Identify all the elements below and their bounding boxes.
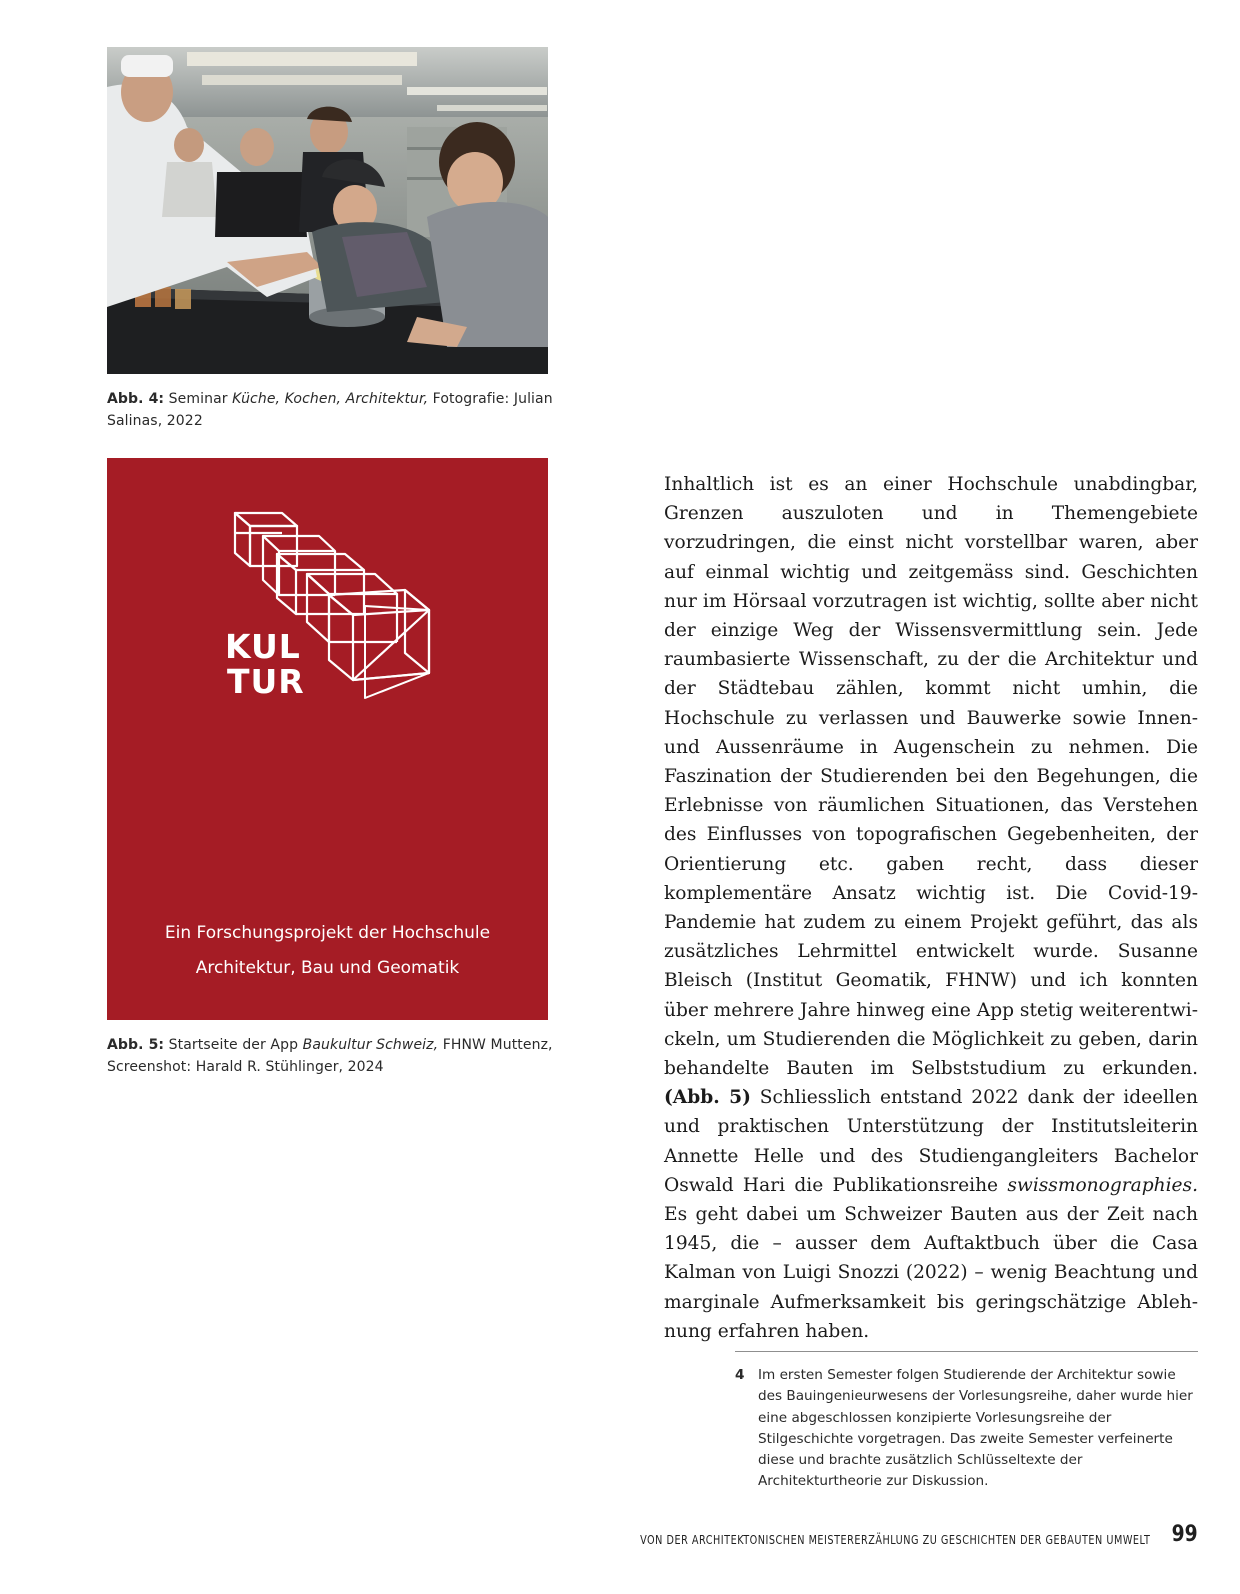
figure-5-caption bbox=[107, 1034, 557, 1078]
page-number: 99 bbox=[1171, 1522, 1198, 1547]
figure-5-app-screenshot bbox=[107, 458, 548, 1020]
figure-4-caption-label: Abb. 4: bbox=[107, 391, 165, 407]
running-head: VON DER ARCHITEKTONISCHEN MEISTERERZÄHLUNG ZU GESCHICHTEN DER GEBAUTEN UMWELT bbox=[639, 1532, 1150, 1547]
footnote-text: Im ersten Semester folgen Studierende der Architektur sowie des Bauingenieurwesens der Vorlesungsreihe, daher wurde hier eine abgeschlossen konzipierte Vorlesungsreihe der Stilgeschichte vorgetragen. Das zweite Semester verfeinerte diese und brachte zusätzlich Schlüsseltexte der Architekturtheorie zur Diskussion. bbox=[758, 1367, 1193, 1490]
app-subtitle-line-1: Ein Forschungsprojekt der Hochschule bbox=[164, 923, 491, 943]
footnote bbox=[735, 1365, 1198, 1493]
figure-4-photo bbox=[107, 47, 548, 374]
figure-4-caption-title: Küche, Kochen, Architektur, bbox=[232, 391, 429, 407]
body-paragraph bbox=[664, 470, 1198, 1346]
app-subtitle-line-2: Architektur, Bau und Geomatik bbox=[195, 958, 460, 978]
app-word-tur: TUR bbox=[227, 662, 305, 701]
series-title: swissmonographies. bbox=[1007, 1174, 1198, 1196]
body-text-part-2: Schliesslich entstand 2022 dank der ideellen und praktischen Unterstützung der Institutsleiterin Annette Helle und des Studiengangleiters Bachelor Oswald Hari die Publikationsreihe bbox=[664, 1087, 1198, 1196]
figure-5-caption-post: FHNW Muttenz, Screenshot: Harald R. Stühlinger, 2024 bbox=[107, 1037, 553, 1075]
cooking-seminar-photo bbox=[107, 47, 548, 374]
footnote-divider bbox=[735, 1351, 1198, 1352]
body-text-part-3: Es geht dabei um Schweizer Bauten aus der Zeit nach 1945, die – ausser dem Auftaktbuch über die Casa Kalman von Luigi Snozzi (2022) – wenig Beachtung und marginale Aufmerksamkeit bis geringschätzige Ablehnung erfahren haben. bbox=[664, 1204, 1198, 1342]
figure-5-caption-title: Baukultur Schweiz, bbox=[302, 1037, 439, 1053]
body-text-part-1: Inhaltlich ist es an einer Hochschule unabdingbar, Grenzen auszuloten und in Themengebiete vorzudringen, die einst nicht vorstellbar waren, aber auf einmal wichtig und zeitgemäss sind. Geschichten nur im Hörsaal vorzutragen ist wichtig, sollte aber nicht der einzige Weg der Wissensvermittlung sein. Jede raumbasierte Wissenschaft, zu der die Architektur und der Städtebau zählen, kommt nicht umhin, die Hochschule zu verlassen und Bauwerke sowie Innen- und Aussenräume in Augenschein zu nehmen. Die Faszination der Studierenden bei den Begehungen, die Erlebnisse von räumlichen Situationen, das Verstehen des Einflusses von topografischen Gegebenheiten, der Orientierung etc. gaben recht, dass dieser komplementäre Ansatz wichtig ist. Die Covid-19-Pandemie hat zudem zu einem Projekt geführt, das als zusätzliches Lehrmittel entwickelt wurde. Susanne Bleisch (Institut Geomatik, FHNW) und ich konnten über mehrere Jahre hinweg eine App stetig weiterentwickeln, um Studierenden die Möglichkeit zu geben, darin behandelte Bauten im Selbststudium zu erkunden. bbox=[664, 474, 1199, 1080]
app-word-kul: KUL bbox=[225, 627, 301, 666]
footnote-number: 4 bbox=[735, 1367, 745, 1383]
figure-reference-link: (Abb. 5) bbox=[664, 1087, 751, 1109]
figure-5-caption-pre: Startseite der App bbox=[164, 1037, 303, 1053]
figure-4-caption-post: Fotografie: Julian Salinas, 2022 bbox=[107, 391, 553, 429]
figure-4-caption-pre: Seminar bbox=[164, 391, 233, 407]
figure-4-caption bbox=[107, 388, 557, 432]
figure-5-caption-label: Abb. 5: bbox=[107, 1037, 165, 1053]
